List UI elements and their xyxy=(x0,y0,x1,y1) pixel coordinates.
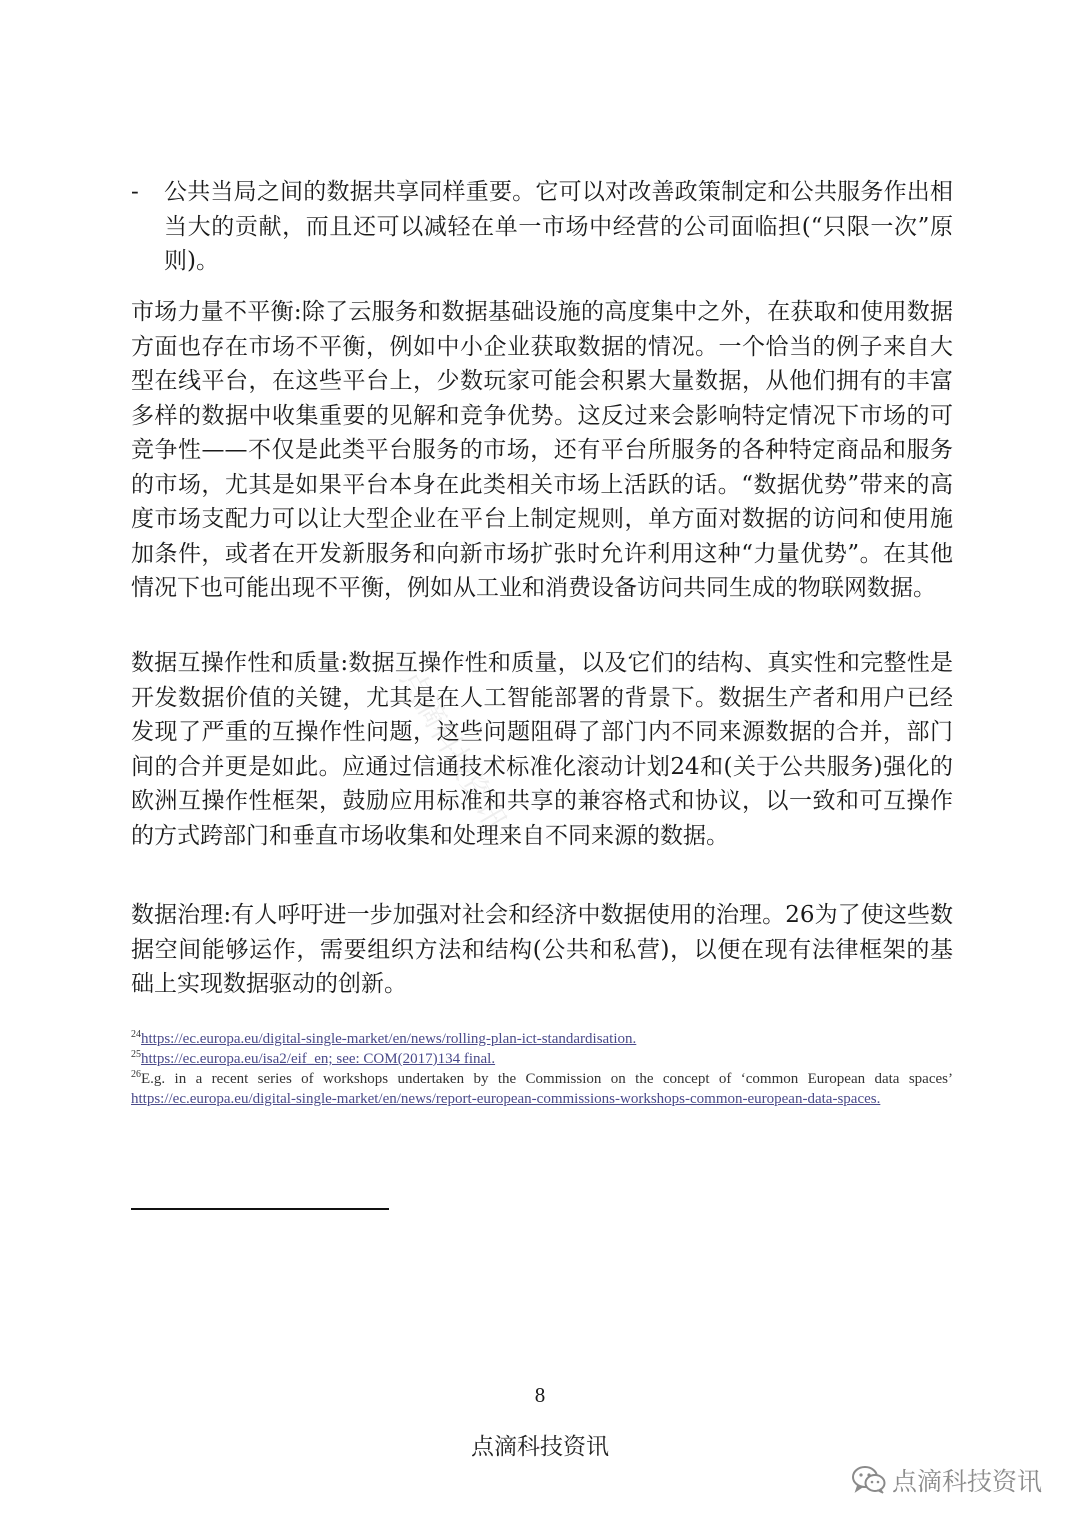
paragraph-market-imbalance: 市场力量不平衡:除了云服务和数据基础设施的高度集中之外，在获取和使用数据方面也存在市场不平衡，例如中小企业获取数据的情况。一个恰当的例子来自大型在线平台，在这些平台上，少数玩家可能会积累大量数据，从他们拥有的丰富多样的数据中收集重要的见解和竞争优势。这反过来会影响特定情况下市场的可竞争性——不仅是此类平台服务的市场，还有平台所服务的各种特定商品和服务的市场，尤其是如果平台本身在此类相关市场上活跃的话。“数据优势”带来的高度市场支配力可以让大型企业在平台上制定规则，单方面对数据的访问和使用施加条件，或者在开发新服务和向新市场扩张时允许利用这种“力量优势”。在其他情况下也可能出现不平衡，例如从工业和消费设备访问共同生成的物联网数据。 xyxy=(131,299,953,601)
diagonal-watermark: 点滴科技资讯 xyxy=(392,664,514,838)
wechat-icon xyxy=(852,1466,886,1494)
footnote-link[interactable]: https://ec.europa.eu/digital-single-market/en/news/report-european-commissions-workshops-common-european-data-spaces. xyxy=(131,1091,881,1107)
footnote-divider xyxy=(131,1208,389,1210)
footnote-24 xyxy=(131,1029,953,1049)
wechat-watermark xyxy=(852,1462,1042,1498)
footnote-number: 25 xyxy=(131,1049,141,1060)
footnote-prefix: E.g. in a recent series of workshops undertaken by the Commission on the concept of ‘common European data spaces’ xyxy=(141,1071,953,1087)
footnote-number: 24 xyxy=(131,1029,141,1040)
footnote-26 xyxy=(131,1069,953,1109)
bullet-dash: - xyxy=(131,179,139,205)
footnote-link[interactable]: https://ec.europa.eu/isa2/eif_en; see: COM(2017)134 final. xyxy=(141,1051,496,1067)
paragraph-data-governance: 数据治理:有人呼吁进一步加强对社会和经济中数据使用的治理。26为了使这些数据空间能够运作，需要组织方法和结构(公共和私营)，以便在现有法律框架的基础上实现数据驱动的创新。 xyxy=(131,902,953,997)
bullet-text: 公共当局之间的数据共享同样重要。它可以对改善政策制定和公共服务作出相当大的贡献，而且还可以减轻在单一市场中经营的公司面临担(“只限一次”原则)。 xyxy=(164,179,953,274)
footer-caption: 点滴科技资讯 xyxy=(471,1434,609,1460)
footnote-25 xyxy=(131,1049,953,1069)
watermark-text: 点滴科技资讯 xyxy=(891,1467,1042,1496)
footnote-number: 26 xyxy=(131,1069,141,1080)
page-number: 8 xyxy=(534,1383,546,1407)
footnotes xyxy=(131,1029,953,1109)
paragraph-interoperability: 数据互操作性和质量:数据互操作性和质量，以及它们的结构、真实性和完整性是开发数据价值的关键，尤其是在人工智能部署的背景下。数据生产者和用户已经发现了严重的互操作性问题，这些问题阻碍了部门内不同来源数据的合并，部门间的合并更是如此。应通过信通技术标准化滚动计划24和(关于公共服务)强化的欧洲互操作性框架，鼓励应用标准和共享的兼容格式和协议，以一致和可互操作的方式跨部门和垂直市场收集和处理来自不同来源的数据。 xyxy=(131,650,953,849)
footnote-link[interactable]: https://ec.europa.eu/digital-single-market/en/news/rolling-plan-ict-standardisation. xyxy=(141,1031,637,1047)
